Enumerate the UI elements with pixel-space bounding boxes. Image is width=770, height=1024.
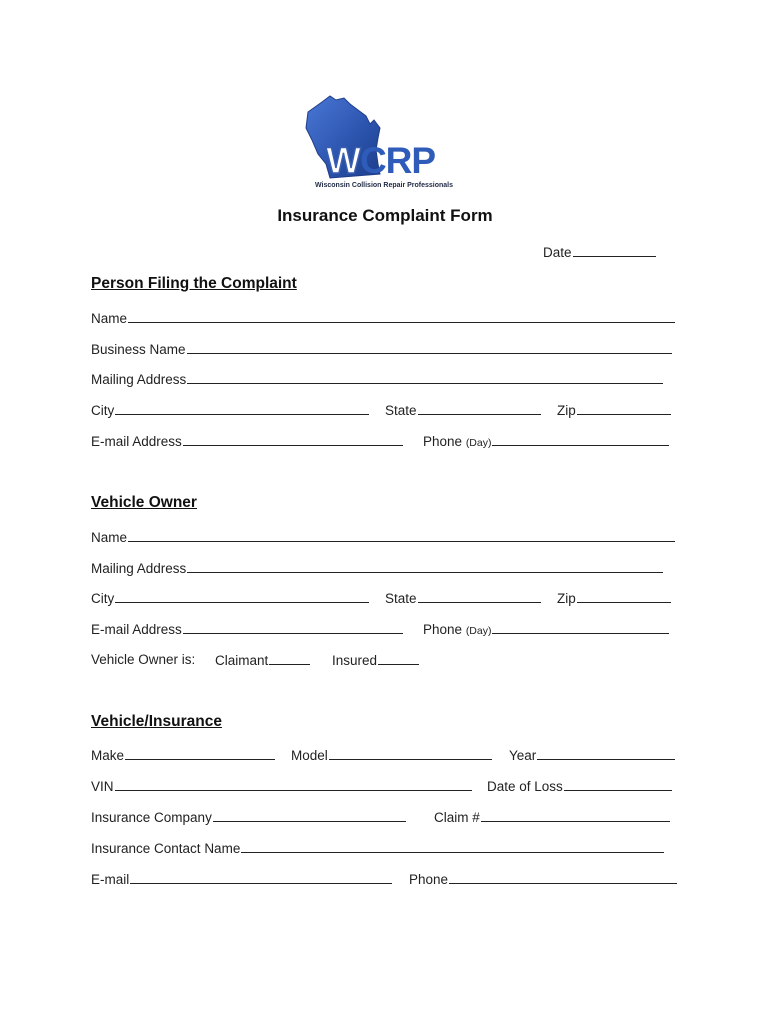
vehicle-insurance-heading: Vehicle/Insurance	[91, 713, 222, 730]
vi-make-field[interactable]	[91, 746, 275, 765]
vo-email-label: E-mail Address	[91, 622, 182, 637]
vo-state-blank[interactable]	[418, 589, 541, 603]
pf-city-field[interactable]	[91, 401, 369, 420]
vo-zip-blank[interactable]	[577, 589, 671, 603]
vo-state-field[interactable]	[385, 589, 541, 608]
vi-claim-field[interactable]	[434, 808, 670, 827]
vo-zip-field[interactable]	[557, 589, 671, 608]
date-blank[interactable]	[573, 243, 656, 257]
vi-make-blank[interactable]	[125, 746, 275, 760]
vo-owner-is-label: Vehicle Owner is:	[91, 652, 196, 667]
vi-phone-label: Phone	[409, 872, 449, 887]
vo-email-field[interactable]	[91, 620, 403, 639]
pf-business-blank[interactable]	[187, 340, 672, 354]
vi-model-blank[interactable]	[329, 746, 492, 760]
vi-year-label: Year	[509, 748, 537, 763]
vo-phone-label: Phone	[423, 622, 463, 637]
vo-zip-label: Zip	[557, 591, 576, 606]
vo-name-field[interactable]	[91, 528, 675, 547]
wcrp-logo	[300, 94, 465, 194]
pf-city-blank[interactable]	[115, 401, 369, 415]
vi-date-loss-field[interactable]	[487, 777, 672, 796]
logo-tagline: Wisconsin Collision Repair Professionals	[315, 182, 454, 189]
pf-zip-field[interactable]	[557, 401, 671, 420]
pf-address-blank[interactable]	[187, 370, 663, 384]
vo-address-field[interactable]	[91, 559, 663, 578]
vo-name-label: Name	[91, 530, 128, 545]
vi-phone-blank[interactable]	[449, 870, 677, 884]
vi-vin-field[interactable]	[91, 777, 472, 796]
pf-address-label: Mailing Address	[91, 372, 187, 387]
date-label: Date	[543, 245, 572, 260]
vo-city-blank[interactable]	[115, 589, 369, 603]
pf-email-field[interactable]	[91, 432, 403, 451]
vi-company-field[interactable]	[91, 808, 406, 827]
pf-phone-label: Phone	[423, 434, 463, 449]
vi-date-loss-blank[interactable]	[564, 777, 672, 791]
vo-address-label: Mailing Address	[91, 561, 187, 576]
pf-phone-note: (Day)	[465, 437, 492, 449]
vo-phone-field[interactable]	[423, 620, 669, 640]
vi-year-blank[interactable]	[537, 746, 675, 760]
vi-email-field[interactable]	[91, 870, 392, 889]
vi-year-field[interactable]	[509, 746, 675, 765]
vi-claim-blank[interactable]	[481, 808, 670, 822]
vi-contact-blank[interactable]	[241, 839, 664, 853]
page-title: Insurance Complaint Form	[277, 206, 493, 225]
vo-city-label: City	[91, 591, 115, 606]
vo-address-blank[interactable]	[187, 559, 663, 573]
vi-model-label: Model	[291, 748, 328, 763]
vo-phone-blank[interactable]	[492, 620, 669, 634]
pf-business-label: Business Name	[91, 342, 186, 357]
vi-email-label: E-mail	[91, 872, 130, 887]
pf-email-blank[interactable]	[183, 432, 403, 446]
pf-phone-blank[interactable]	[492, 432, 669, 446]
vo-insured-label: Insured	[332, 653, 378, 668]
pf-email-label: E-mail Address	[91, 434, 182, 449]
pf-business-field[interactable]	[91, 340, 672, 359]
pf-name-label: Name	[91, 311, 128, 326]
vi-contact-field[interactable]	[91, 839, 664, 858]
vi-claim-label: Claim #	[434, 810, 480, 825]
vo-name-blank[interactable]	[128, 528, 675, 542]
vehicle-owner-heading: Vehicle Owner	[91, 494, 197, 511]
vi-phone-field[interactable]	[409, 870, 677, 889]
vo-city-field[interactable]	[91, 589, 369, 608]
pf-name-blank[interactable]	[128, 309, 675, 323]
vi-vin-blank[interactable]	[115, 777, 472, 791]
pf-zip-label: Zip	[557, 403, 576, 418]
vi-date-loss-label: Date of Loss	[487, 779, 563, 794]
pf-address-field[interactable]	[91, 370, 663, 389]
vo-phone-note: (Day)	[465, 625, 492, 637]
logo-wordmark: WCRP	[326, 140, 436, 181]
pf-city-label: City	[91, 403, 115, 418]
vo-state-label: State	[385, 591, 417, 606]
vi-company-blank[interactable]	[213, 808, 406, 822]
vo-email-blank[interactable]	[183, 620, 403, 634]
pf-zip-blank[interactable]	[577, 401, 671, 415]
pf-phone-field[interactable]	[423, 432, 669, 452]
vo-insured-field[interactable]	[332, 651, 419, 670]
person-filing-heading: Person Filing the Complaint	[91, 275, 297, 292]
pf-state-blank[interactable]	[418, 401, 541, 415]
vo-insured-blank[interactable]	[378, 651, 419, 665]
pf-state-field[interactable]	[385, 401, 541, 420]
vo-claimant-label: Claimant	[215, 653, 269, 668]
vi-make-label: Make	[91, 748, 125, 763]
vi-vin-label: VIN	[91, 779, 114, 794]
pf-state-label: State	[385, 403, 417, 418]
vi-model-field[interactable]	[291, 746, 492, 765]
vi-company-label: Insurance Company	[91, 810, 212, 825]
vi-email-blank[interactable]	[130, 870, 392, 884]
vo-claimant-field[interactable]	[215, 651, 310, 670]
date-field[interactable]	[543, 243, 656, 262]
pf-name-field[interactable]	[91, 309, 675, 328]
vi-contact-label: Insurance Contact Name	[91, 841, 241, 856]
vo-claimant-blank[interactable]	[269, 651, 310, 665]
